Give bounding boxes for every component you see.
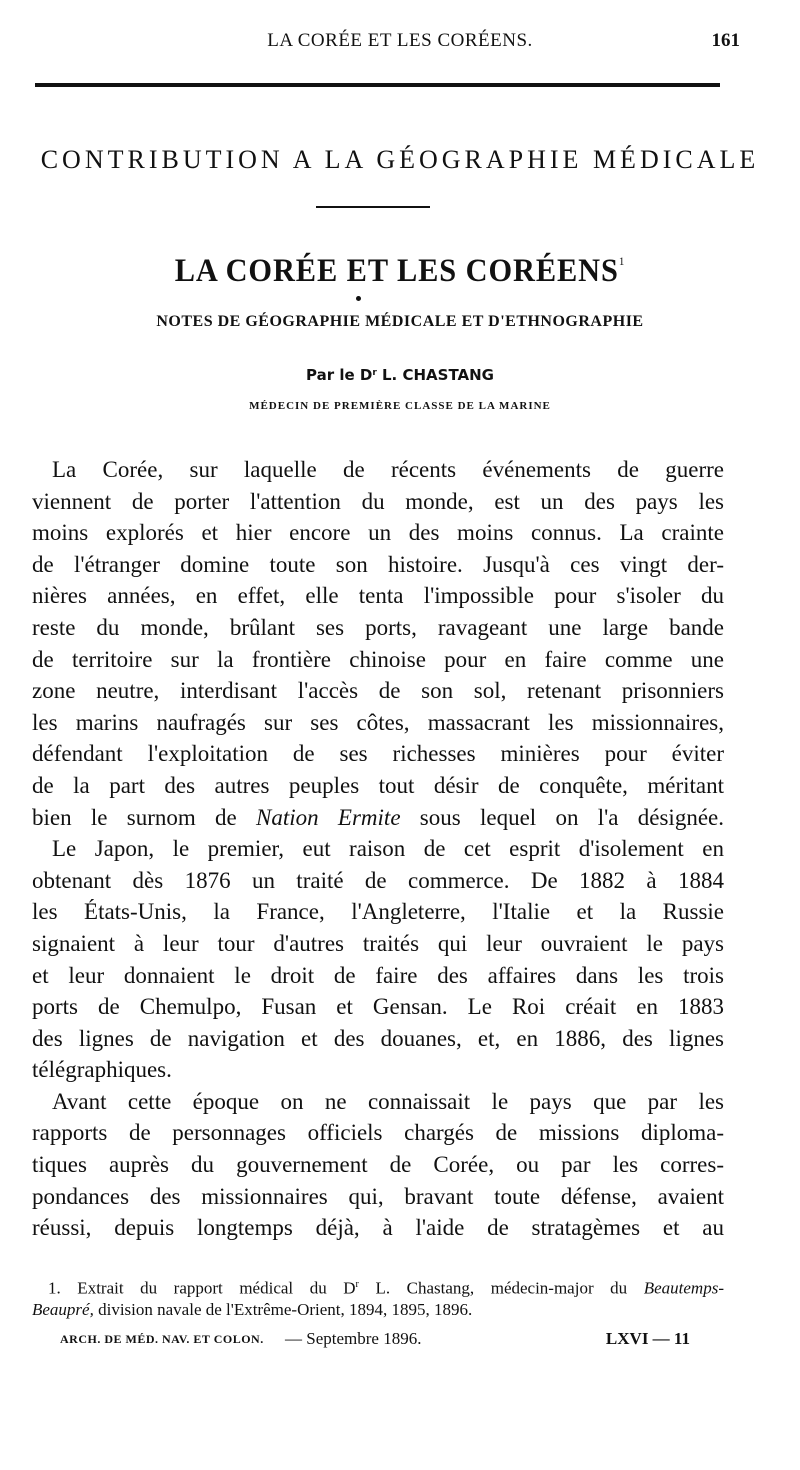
footnote-italic: Beaupré, <box>32 1300 94 1319</box>
section-title: CONTRIBUTION A LA GÉOGRAPHIE MÉDICALE <box>40 145 760 174</box>
byline-prefix: Par le D <box>306 366 373 384</box>
text-line: les États-Unis, la France, l'Angleterre, l'Italie et la Russie <box>32 899 724 925</box>
text-line: et leur donnaient le droit de faire des affaires dans les trois <box>32 962 724 988</box>
footnote-text: L. Chastang, médecin-major du <box>358 1278 644 1297</box>
footnote-text: division navale de l'Extrême-Orient, 1894, 1895, 1896. <box>93 1300 473 1319</box>
running-title: LA CORÉE ET LES CORÉENS. <box>267 30 533 51</box>
issue-date: — Septembre 1896. <box>285 1329 422 1348</box>
text-line: Le Japon, le premier, eut raison de cet esprit d'isolement en <box>52 836 724 862</box>
title-footnote-ref: 1 <box>618 254 626 268</box>
text-line: des lignes de navigation et des douanes, et, en 1886, des lignes <box>32 1025 724 1051</box>
text-line: ports de Chemulpo, Fusan et Gensan. Le Roi créait en 1883 <box>32 994 724 1020</box>
running-head <box>0 30 800 60</box>
text-line: de territoire sur la frontière chinoise pour en faire comme une <box>32 646 724 672</box>
sheet-signature: LXVI — 11 <box>605 1329 690 1348</box>
page-number: 161 <box>711 30 740 51</box>
text-line <box>32 802 724 834</box>
text-line: télégraphiques. <box>32 1057 172 1083</box>
italic-term: Nation Ermite <box>256 804 401 830</box>
text-line: nières années, en effet, elle tenta l'impossible pour s'isoler du <box>32 583 724 609</box>
text-line: défendant l'exploitation de ses richesses minières pour éviter <box>32 741 724 767</box>
section-divider <box>316 206 430 208</box>
text-line: de la part des autres peuples tout désir de conquête, méritant <box>32 772 724 798</box>
text-line: viennent de porter l'attention du monde, est un des pays les <box>32 488 724 514</box>
footnotes <box>32 1272 724 1322</box>
ornament-dot <box>356 296 361 301</box>
footnote-line <box>32 1297 724 1322</box>
author-role: MÉDECIN DE PREMIÈRE CLASSE DE LA MARINE <box>249 400 551 412</box>
article-title <box>32 253 768 290</box>
footnote-text: 1. Extrait du rapport médical du D <box>48 1278 356 1297</box>
text-span: bien le surnom de <box>32 804 257 830</box>
footnote-italic: Beautemps- <box>643 1278 724 1297</box>
text-line: réussi, depuis longtemps déjà, à l'aide de stratagèmes et au <box>32 1215 724 1241</box>
header-rule <box>35 83 720 87</box>
text-line: obtenant dès 1876 un traité de commerce. De 1882 à 1884 <box>32 867 724 893</box>
text-line: zone neutre, interdisant l'accès de son sol, retenant prisonniers <box>32 678 724 704</box>
text-line: reste du monde, brûlant ses ports, ravageant une large bande <box>32 614 724 640</box>
text-line: moins explorés et hier encore un des moins connus. La crainte <box>32 520 724 546</box>
text-line: les marins naufragés sur ses côtes, massacrant les missionnaires, <box>32 709 724 735</box>
byline <box>0 366 800 384</box>
text-line: pondances des missionnaires qui, bravant toute défense, avaient <box>32 1183 724 1209</box>
body-text <box>32 454 724 1244</box>
text-line: de l'étranger domine toute son histoire. Jusqu'à ces vingt der- <box>32 551 724 577</box>
footnote-sup: r <box>355 1279 359 1290</box>
text-span: sous lequel on l'a désignée. <box>400 804 724 830</box>
signature-line <box>60 1327 690 1351</box>
byline-name: L. CHASTANG <box>376 366 494 384</box>
text-line: La Corée, sur laquelle de récents événements de guerre <box>52 457 724 482</box>
article-title-text: LA CORÉE ET LES CORÉENS <box>174 253 619 289</box>
article-subtitle: NOTES DE GÉOGRAPHIE MÉDICALE ET D'ETHNOGRAPHIE <box>156 313 644 330</box>
journal-abbrev: ARCH. DE MÉD. NAV. ET COLON. <box>60 1332 264 1346</box>
text-line: Avant cette époque on ne connaissait le pays que par les <box>52 1088 724 1114</box>
footnote-line <box>32 1272 724 1297</box>
text-line: signaient à leur tour d'autres traités qui leur ouvraient le pays <box>32 930 724 956</box>
text-line: tiques auprès du gouvernement de Corée, ou par les corres- <box>32 1152 724 1178</box>
byline-sup: r <box>372 368 377 378</box>
text-line: rapports de personnages officiels chargés de missions diploma- <box>32 1120 724 1146</box>
